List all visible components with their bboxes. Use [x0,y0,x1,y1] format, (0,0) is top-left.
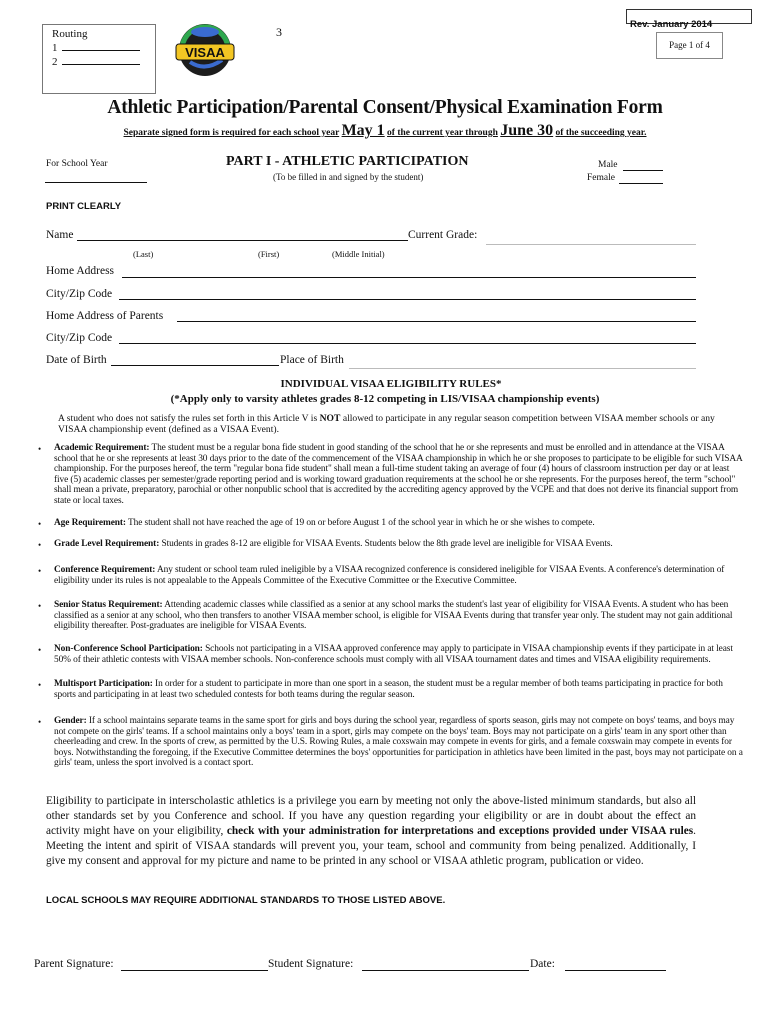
consent-paragraph: Eligibility to participate in interscholastic athletics is a privilege you earn by meeting not only the above-listed minimum standards, but also all other standards set by you Conference and school. If you have any question regarding your eligibility or are in doubt about the effect an activity might have on your eligibility, check with your administration for interpretations and exceptions provided under VISAA rules. Meeting the intent and spirit of VISAA standards will prevent you, your team, school and community from being penalized. Additionally, I give my consent and approval for my picture and name to be printed in any school or VISAA athletic program, publication or video. [46,795,696,867]
local-standards: LOCAL SCHOOLS MAY REQUIRE ADDITIONAL STANDARDS TO THOSE LISTED ABOVE. [46,895,446,906]
home-address-label: Home Address [46,265,115,277]
rules-subheading: (*Apply only to varsity athletes grades 8-12 competing in LIS/VISAA championship events) [170,393,600,405]
bullet: • [38,540,42,550]
bullet: • [38,717,42,727]
title-subtitle [0,122,770,140]
print-clearly: PRINT CLEARLY [46,201,122,212]
female-label: Female [587,173,615,183]
parent-signature-field[interactable] [121,970,268,971]
bullet: • [38,645,42,655]
part1-heading: PART I - ATHLETIC PARTICIPATION [226,154,469,169]
rule-academic: Academic Requirement: The student must be a regular bona fide student in good standing of the school that he or she represents and must be enrolled and in attendance at the VISAA school that he or she represents at least 30 days prior to the date of the commencement of the VISAA championship in which he or she proposes to participate to be eligible for such VISAA championship. For the purposes hereof, the term "regular bona fide student" shall mean a full-time student taking an average of four (4) hours of classroom instruction per day or at least five (5) academic classes per semester/grade reporting period and is working toward graduation requirements at the school he or she represents. For the purposes hereof, the term "school" shall mean a private, preparatory, parochial or other nonpublic school that is accredited by the accrediting agency approved by the VCPE and that does not derive its financial support from state or local taxes. [54,443,743,506]
school-year-label: For School Year [46,159,108,169]
form-number: 3 [276,25,282,39]
pob-field[interactable] [349,368,696,369]
bullet: • [38,566,42,576]
date-label: Date: [530,958,555,970]
rule-age: Age Requirement: The student shall not have reached the age of 19 on or before August 1 of the school year in which he or she wishes to compete. [54,518,595,528]
last-name-hint: (Last) [133,249,154,259]
routing-line-2: 2 [52,55,155,69]
city-zip-2-label: City/Zip Code [46,332,113,344]
current-grade-label: Current Grade: [408,229,478,241]
current-grade-field[interactable] [486,244,696,245]
rule-grade-level: Grade Level Requirement: Students in grades 8-12 are eligible for VISAA Events. Students below the 8th grade level are ineligible for VISAA Events. [54,539,613,549]
female-field[interactable] [619,183,663,184]
subtitle-c: of the succeeding year. [555,128,647,138]
home-address-field[interactable] [122,277,696,278]
rule-non-conference: Non-Conference School Participation: Schools not participating in a VISAA approved conference may apply to participate in VISAA championship events if they participate in at least 50% of their athletic contests with VISAA member schools. Non-conference schools must comply with all VISAA tournament dates and times and VISAA eligibility requirements. [54,644,733,665]
city-zip-2-field[interactable] [119,343,696,344]
bullet: • [38,601,42,611]
bullet: • [38,444,42,454]
city-zip-label: City/Zip Code [46,288,113,300]
city-zip-field[interactable] [119,299,696,300]
routing-box [42,24,156,94]
rules-intro: A student who does not satisfy the rules set forth in this Article V is NOT allowed to participate in any regular season competition between VISAA member schools or any VISAA championship event (defined as a VISAA Event). [58,413,715,435]
subtitle-may: May 1 [341,122,385,139]
dob-label: Date of Birth [46,354,107,366]
male-label: Male [598,160,618,170]
bullet: • [38,519,42,529]
parent-address-label: Home Address of Parents [46,310,164,322]
middle-initial-hint: (Middle Initial) [332,249,385,259]
name-label: Name [46,229,74,241]
rules-heading: INDIVIDUAL VISAA ELIGIBILITY RULES* [280,378,502,390]
pob-label: Place of Birth [280,354,344,366]
name-field[interactable] [77,240,408,241]
bullet: • [38,680,42,690]
routing-label: Routing [52,28,88,40]
rule-senior-status: Senior Status Requirement: Attending academic classes while classified as a senior at any school marks the student's last year of eligibility for VISAA Events. A student who has been classified as a senior at any school, who then transfers to another VISAA member school, is eligible for VISAA Events during that transfer year only. The student may not gain additional eligibility thereafter. Post-graduates are ineligible for VISAA Events. [54,600,733,631]
visaa-logo [172,18,236,82]
revision: Rev. January 2014 [630,19,713,30]
page-number: Page 1 of 4 [656,32,723,59]
student-signature-field[interactable] [362,970,529,971]
routing-2-field[interactable] [62,55,140,65]
part1-note: (To be filled in and signed by the student) [273,172,424,182]
parent-signature-label: Parent Signature: [34,958,114,970]
male-field[interactable] [623,170,663,171]
date-field[interactable] [565,970,666,971]
logo-text: VISAA [185,45,225,60]
rule-conference: Conference Requirement: Any student or school team ruled ineligible by a VISAA recognized conference is considered ineligible for VISAA Events. A conference's determination of eligibility under its rules is not appealable to the Appeals Committee of the Executive Committee or the Executive Committee. [54,565,725,586]
dob-field[interactable] [111,365,279,366]
rule-multisport: Multisport Participation: In order for a student to participate in more than one sport in a season, the student must be a regular member of both teams participating in practice for both sports and participating in at least two scheduled contests for both teams during the regular season. [54,679,723,700]
subtitle-a: Separate signed form is required for each school year [123,128,340,138]
school-year-field[interactable] [45,182,147,183]
rule-gender: Gender: If a school maintains separate teams in the same sport for girls and boys during the school year, regardless of sports season, girls may not compete on boys' teams, and boys may not compete on the girls' teams. If a school maintains only a boys' team in a sport, girls may compete on the boys' team. Boys may not participate on a girls' team in any sport other than cheerleading and crew. In the sports of crew, as permitted by the U.S. Rowing Rules, a male coxswain may compete in events for girls, and a female coxswain may compete in events for boys. Notwithstanding the foregoing, if the Executive Committee determines the boys' opportunities for participation in athletics have been limited in the past, boys may not participate on a girls' team, unless the sport involved is a contact sport. [54,716,743,768]
parent-address-field[interactable] [177,321,696,322]
routing-line-1: 1 [52,41,155,55]
first-name-hint: (First) [258,249,280,259]
student-signature-label: Student Signature: [268,958,354,970]
page-title: Athletic Participation/Parental Consent/Physical Examination Form [107,97,663,118]
routing-1-field[interactable] [62,41,140,51]
subtitle-june: June 30 [500,122,554,139]
subtitle-b: of the current year through [387,128,498,138]
